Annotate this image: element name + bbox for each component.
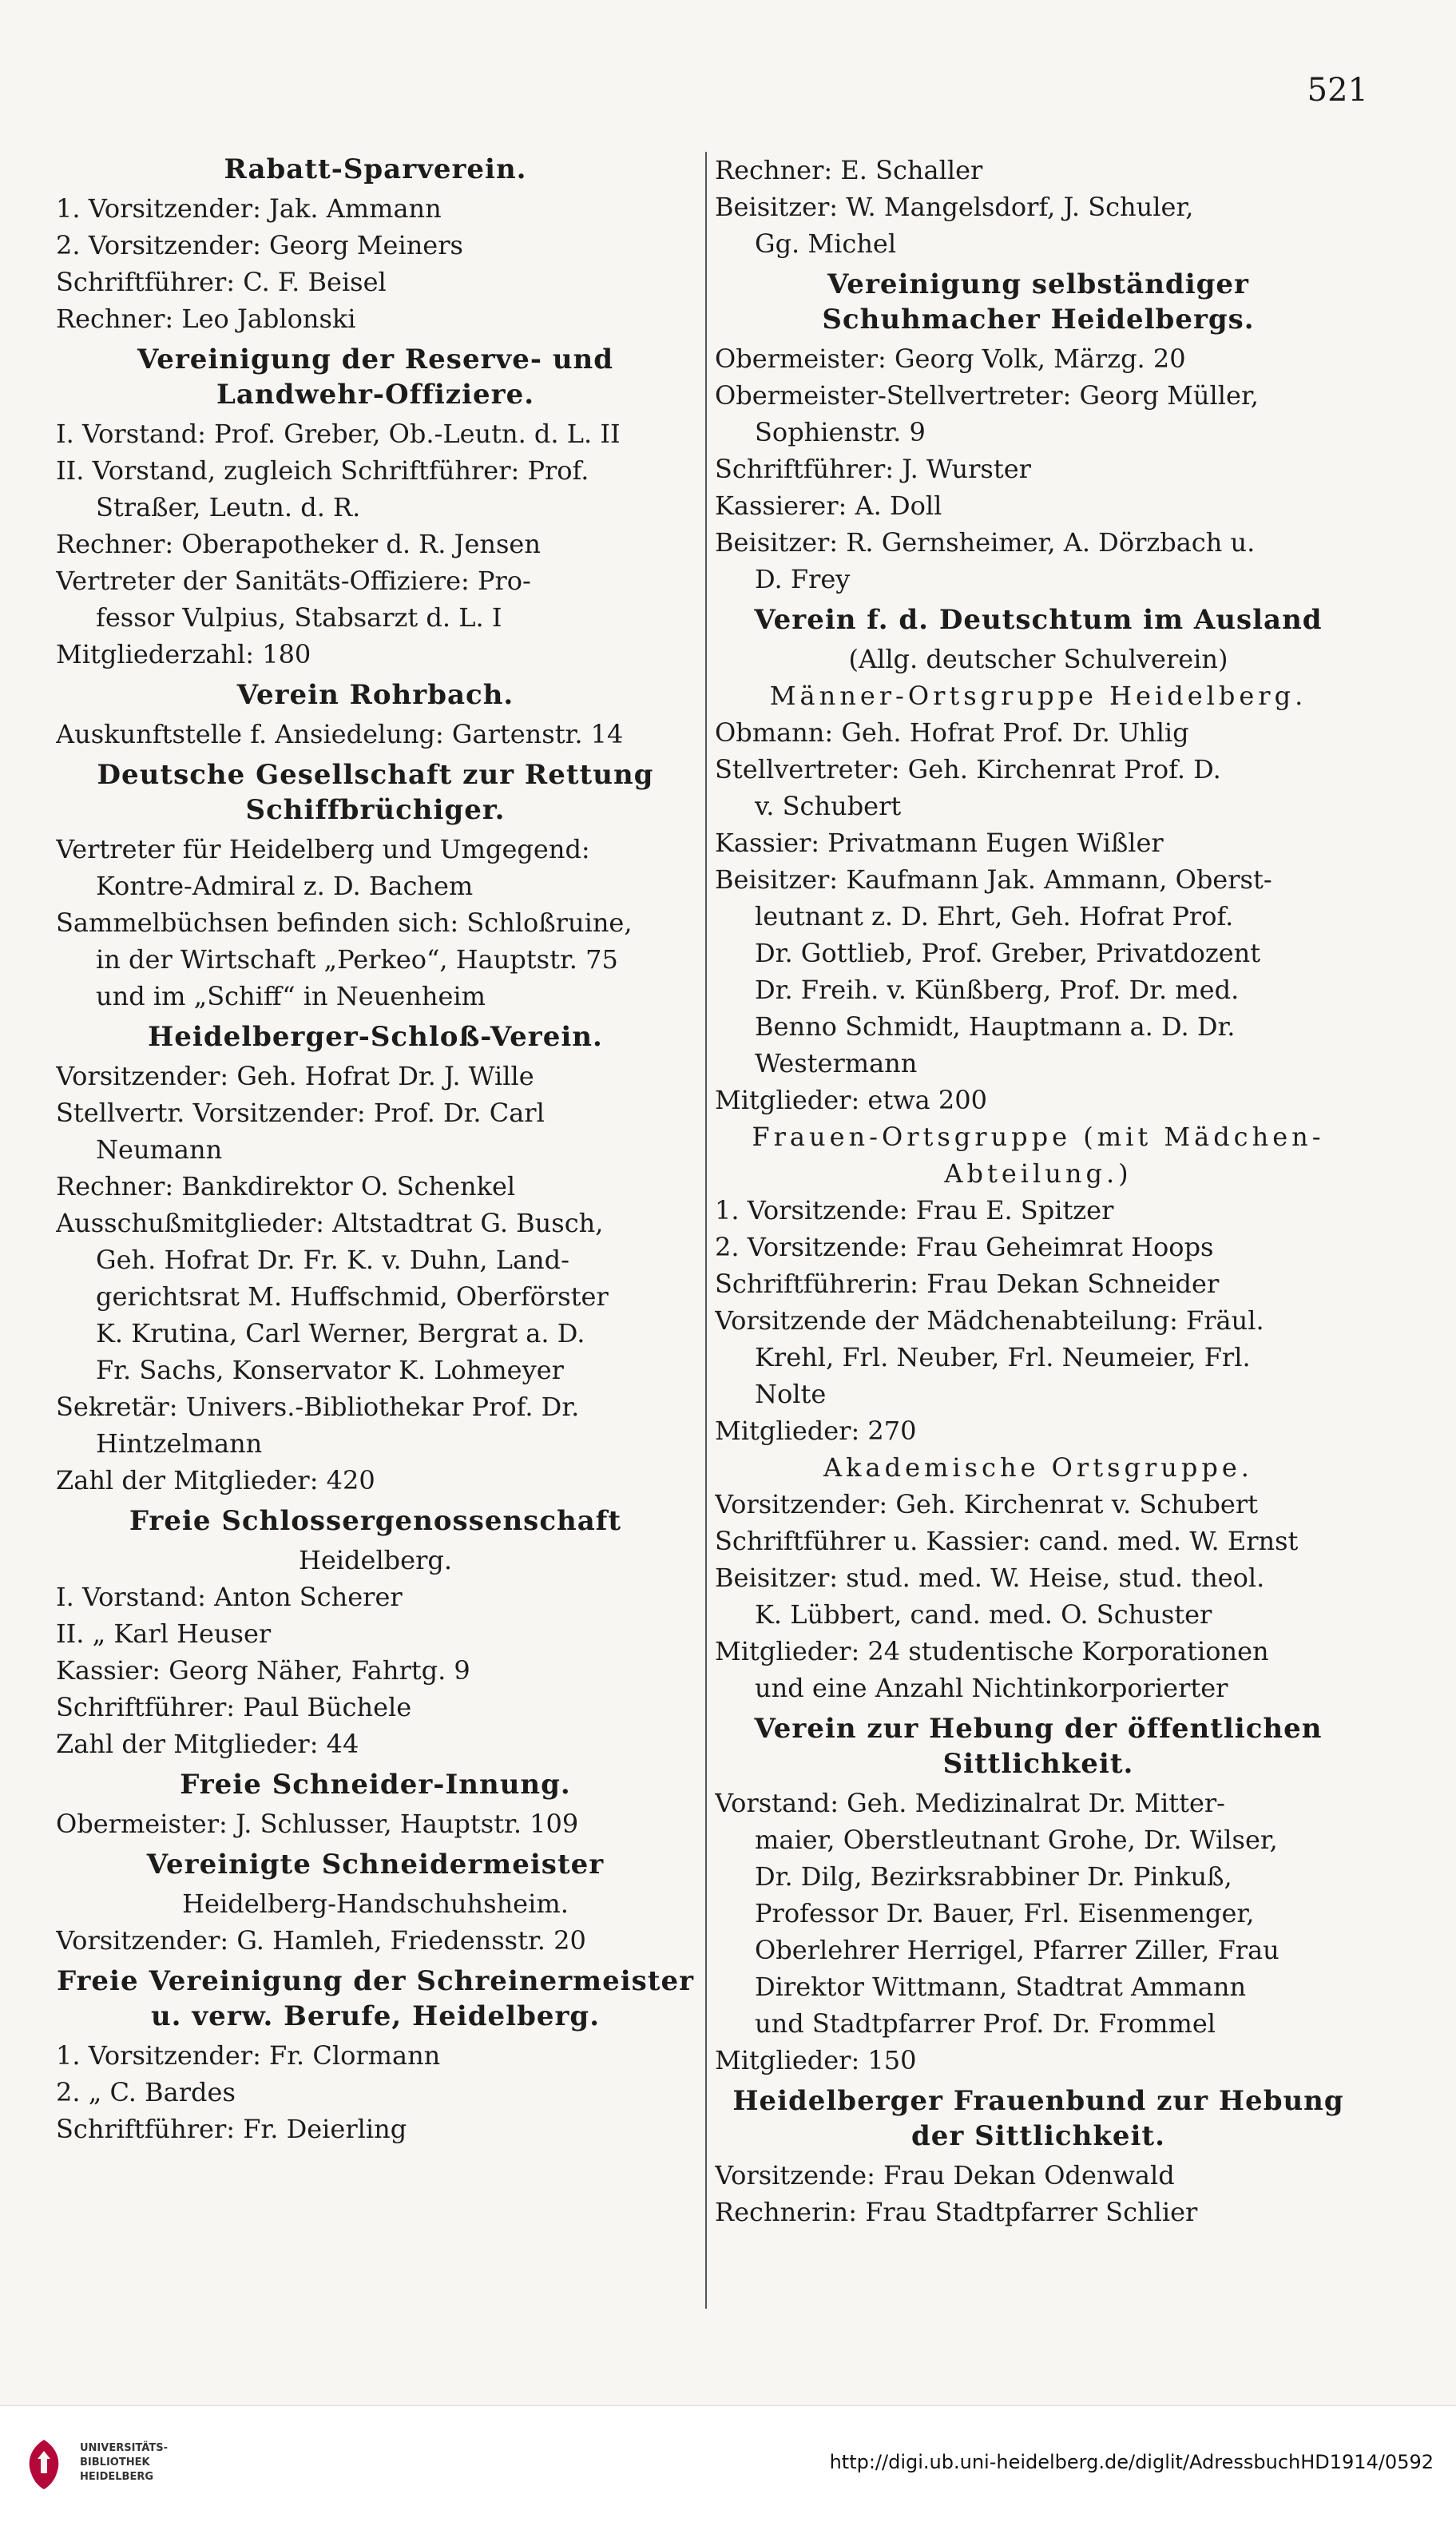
entry-continuation: Professor Dr. Bauer, Frl. Eisenmenger, [755,1898,1255,1928]
entry-continuation: Dr. Dilg, Bezirksrabbiner Dr. Pinkuß, [755,1861,1232,1892]
entry-continuation: Fr. Sachs, Konservator K. Lohmeyer [96,1355,564,1385]
page-number: 521 [1307,72,1368,109]
entry-line: Vorsitzende der Mädchenabteilung: Fräul. [715,1305,1264,1336]
entry-line: Beisitzer: stud. med. W. Heise, stud. theol. [715,1563,1265,1593]
entry-continuation: Dr. Gottlieb, Prof. Greber, Privatdozent [755,938,1261,968]
section-heading: Verein Rohrbach. [236,679,514,711]
entry-line: Stellvertreter: Geh. Kirchenrat Prof. D. [715,754,1221,784]
entry-line: 2. „ C. Bardes [56,2077,236,2107]
entry-line: Schriftführer u. Kassier: cand. med. W. Ernst [715,1526,1299,1556]
university-seal-icon [20,2437,68,2492]
section-heading: Heidelberger Frauenbund zur Hebung der Sittlichkeit. [732,2085,1344,2152]
entry-continuation: Oberlehrer Herrigel, Pfarrer Ziller, Frau [755,1935,1279,1965]
entry-line: Kassierer: A. Doll [715,491,942,521]
logo-line: HEIDELBERG [80,2471,154,2483]
entry-line: 2. Vorsitzender: Georg Meiners [56,230,463,260]
entry-line: Mitgliederzahl: 180 [56,639,311,669]
entry-line: Kassier: Georg Näher, Fahrtg. 9 [56,1655,470,1686]
entry-line: Ausschußmitglieder: Altstadtrat G. Busch, [56,1208,604,1238]
entry-line: Schriftführer: C. F. Beisel [56,267,387,297]
section-heading: Freie Schneider-Innung. [180,1769,571,1801]
entry-line: II. „ Karl Heuser [56,1618,272,1649]
section-heading: Verein f. d. Deutschtum im Ausland [754,604,1323,636]
entry-line: Beisitzer: Kaufmann Jak. Ammann, Oberst- [715,864,1272,895]
entry-line: Vertreter der Sanitäts-Offiziere: Pro- [56,566,531,596]
group-subtitle: Abteilung.) [944,1158,1133,1189]
left-column [56,152,695,2147]
entry-line: Schriftführer: Fr. Deierling [56,2114,407,2144]
section-heading: Verein zur Hebung der öffentlichen Sittlichkeit. [754,1713,1323,1780]
entry-line: Beisitzer: R. Gernsheimer, A. Dörzbach u. [715,527,1256,558]
entry-line: Obermeister-Stellvertreter: Georg Müller, [715,380,1259,411]
entry-line: Vorsitzende: Frau Dekan Odenwald [715,2160,1175,2190]
entry-continuation: Straßer, Leutn. d. R. [96,492,361,522]
entry-line: Obermeister: Georg Volk, Märzg. 20 [715,344,1186,374]
entry-line: 1. Vorsitzende: Frau E. Spitzer [715,1195,1114,1225]
entry-line: Rechner: Bankdirektor O. Schenkel [56,1171,516,1201]
entry-line: Mitglieder: 270 [715,1416,917,1446]
entry-line: 2. Vorsitzende: Frau Geheimrat Hoops [715,1232,1214,1262]
entry-continuation: Westermann [755,1048,918,1078]
section-heading: Vereinigung der Reserve- und Landwehr-Offiziere. [137,344,614,411]
entry-continuation: Sophienstr. 9 [755,417,926,447]
logo-line: UNIVERSITÄTS- [80,2442,168,2454]
entry-continuation: und eine Anzahl Nichtinkorporierter [755,1673,1228,1703]
entry-line: Rechnerin: Frau Stadtpfarrer Schlier [715,2197,1198,2227]
entry-continuation: und Stadtpfarrer Prof. Dr. Frommel [755,2008,1216,2039]
library-logo-text [80,2441,168,2484]
entry-line: Vorsitzender: G. Hamleh, Friedensstr. 20 [56,1925,586,1956]
entry-line: 1. Vorsitzender: Fr. Clormann [56,2040,441,2071]
entry-continuation: Kontre-Admiral z. D. Bachem [96,871,474,901]
group-subtitle: Akademische Ortsgruppe. [823,1452,1253,1483]
group-subtitle: Frauen-Ortsgruppe (mit Mädchen- [752,1122,1325,1152]
entry-line: Stellvertr. Vorsitzender: Prof. Dr. Carl [56,1098,545,1128]
entry-continuation: Benno Schmidt, Hauptmann a. D. Dr. [755,1011,1236,1042]
entry-line: Zahl der Mitglieder: 44 [56,1729,359,1759]
entry-line: Obermeister: J. Schlusser, Hauptstr. 109 [56,1809,579,1839]
entry-continuation: Direktor Wittmann, Stadtrat Ammann [755,1972,1247,2002]
entry-continuation: Gg. Michel [755,228,897,259]
entry-line: Sammelbüchsen befinden sich: Schloßruine, [56,908,633,938]
column-divider [705,152,707,2309]
entry-continuation: K. Krutina, Carl Werner, Bergrat a. D. [96,1318,585,1348]
entry-line: Mitglieder: 150 [715,2045,917,2075]
entry-continuation: Neumann [96,1134,223,1165]
entry-line: Sekretär: Univers.-Bibliothekar Prof. Dr. [56,1392,580,1422]
entry-continuation: leutnant z. D. Ehrt, Geh. Hofrat Prof. [755,901,1234,931]
entry-line: Schriftführer: Paul Büchele [56,1692,412,1722]
entry-continuation: Nolte [755,1379,827,1409]
section-heading: Vereinigte Schneidermeister [146,1849,605,1881]
entry-continuation: und im „Schiff“ in Neuenheim [96,981,486,1011]
group-subtitle: Männer-Ortsgruppe Heidelberg. [769,681,1307,711]
entry-line: Schriftführerin: Frau Dekan Schneider [715,1269,1220,1299]
right-column [715,152,1362,2230]
entry-continuation: v. Schubert [755,791,902,821]
section-heading: Deutsche Gesellschaft zur Rettung Schiffbrüchiger. [97,759,654,826]
source-url-link[interactable]: http://digi.ub.uni-heidelberg.de/diglit/AdressbuchHD1914/0592 [829,2451,1434,2473]
entry-line: I. Vorstand: Anton Scherer [56,1582,403,1612]
section-heading: Vereinigung selbständiger Schuhmacher Heidelbergs. [822,268,1255,336]
entry-line: Zahl der Mitglieder: 420 [56,1465,375,1495]
footer-bar [0,2405,1456,2526]
entry-line: Vorsitzender: Geh. Hofrat Dr. J. Wille [56,1061,534,1091]
entry-line: Rechner: Oberapotheker d. R. Jensen [56,529,541,559]
entry-continuation: K. Lübbert, cand. med. O. Schuster [755,1599,1212,1630]
entry-continuation: gerichtsrat M. Huffschmid, Oberförster [96,1281,609,1312]
entry-continuation: in der Wirtschaft „Perkeo“, Hauptstr. 75 [96,944,618,975]
entry-line: Mitglieder: 24 studentische Korporationen [715,1636,1269,1666]
entry-line: Beisitzer: W. Mangelsdorf, J. Schuler, [715,192,1194,222]
entry-line: Kassier: Privatmann Eugen Wißler [715,828,1164,858]
section-subtitle: (Allg. deutscher Schulverein) [848,644,1228,674]
section-heading: Freie Schlossergenossenschaft [129,1505,622,1537]
entry-continuation: Krehl, Frl. Neuber, Frl. Neumeier, Frl. [755,1342,1251,1372]
entry-line: Vertreter für Heidelberg und Umgegend: [56,834,590,864]
entry-line: Schriftführer: J. Wurster [715,454,1031,484]
section-heading: Heidelberger-Schloß-Verein. [148,1021,603,1053]
entry-line: Vorsitzender: Geh. Kirchenrat v. Schubert [715,1489,1258,1519]
section-heading: Freie Vereinigung der Schreinermeister u. verw. Berufe, Heidelberg. [56,1965,695,2032]
entry-line: Mitglieder: etwa 200 [715,1085,987,1115]
entry-continuation: maier, Oberstleutnant Grohe, Dr. Wilser, [755,1825,1278,1855]
entry-line: II. Vorstand, zugleich Schriftführer: Prof. [56,455,589,486]
entry-continuation: Dr. Freih. v. Künßberg, Prof. Dr. med. [755,975,1240,1005]
section-subtitle: Heidelberg. [298,1545,453,1575]
entry-line: Vorstand: Geh. Medizinalrat Dr. Mitter- [715,1788,1225,1818]
entry-continuation: Hintzelmann [96,1428,263,1459]
section-subtitle: Heidelberg-Handschuhsheim. [182,1889,569,1919]
entry-line: 1. Vorsitzender: Jak. Ammann [56,193,442,224]
entry-continuation: fessor Vulpius, Stabsarzt d. L. I [96,602,502,633]
section-heading: Rabatt-Sparverein. [224,153,527,185]
logo-line: BIBLIOTHEK [80,2456,150,2468]
entry-line: Rechner: E. Schaller [715,155,983,185]
entry-line: Obmann: Geh. Hofrat Prof. Dr. Uhlig [715,717,1189,748]
entry-line: Auskunftstelle f. Ansiedelung: Gartenstr. 14 [56,719,624,749]
entry-line: I. Vorstand: Prof. Greber, Ob.-Leutn. d. L. II [56,419,621,449]
entry-continuation: D. Frey [755,564,851,594]
entry-continuation: Geh. Hofrat Dr. Fr. K. v. Duhn, Land- [96,1245,569,1275]
entry-line: Rechner: Leo Jablonski [56,304,356,334]
